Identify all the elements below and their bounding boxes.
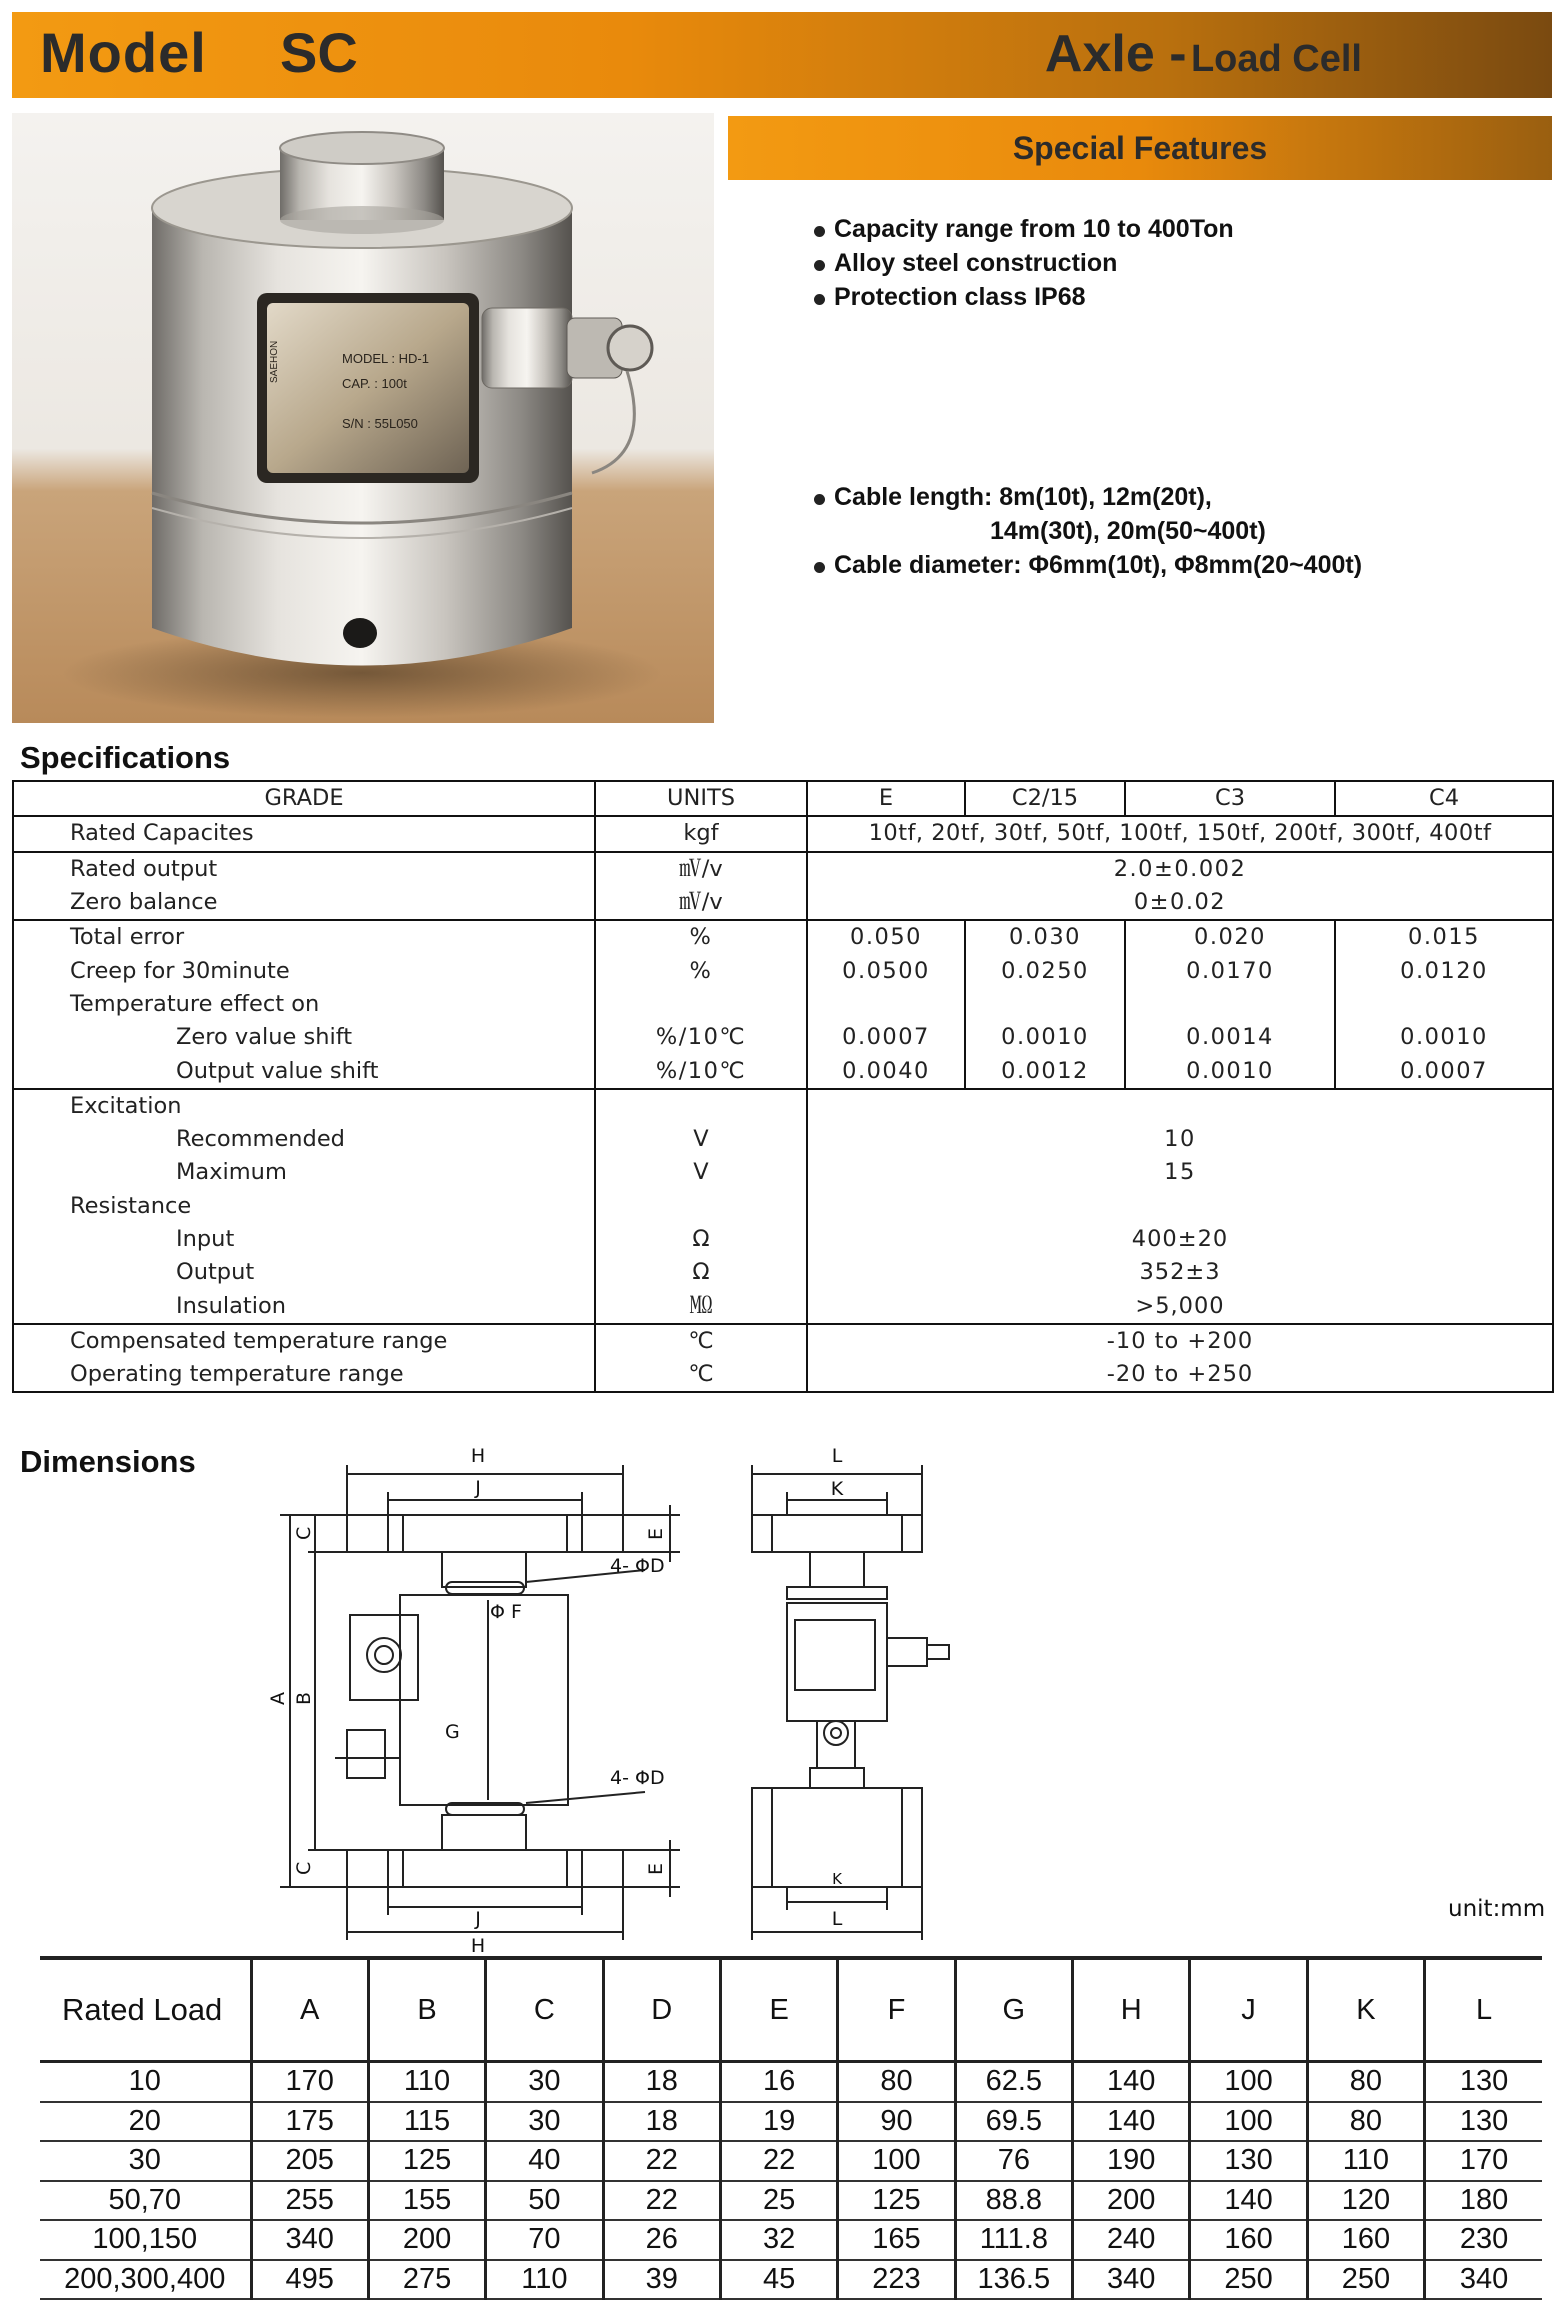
- spec-value: 0.0010: [965, 1021, 1125, 1054]
- dim-value: 170: [251, 2062, 368, 2102]
- dim-value: 160: [1190, 2220, 1307, 2260]
- plate-brand: SAEHON: [269, 340, 280, 383]
- dimensions-body: [40, 2062, 1542, 2300]
- dim-value: 136.5: [955, 2260, 1072, 2300]
- spec-unit: ㎷/v: [595, 886, 807, 920]
- spec-value: 0.030: [965, 920, 1125, 954]
- dimensions-table: [40, 1956, 1542, 2300]
- dim-value: 110: [368, 2062, 485, 2102]
- model-label: Model: [40, 21, 207, 84]
- spec-unit: ℃: [595, 1324, 807, 1358]
- dim-value: 165: [838, 2220, 955, 2260]
- feature-item: Capacity range from 10 to 400Ton: [812, 212, 1362, 246]
- dim-header-f: F: [838, 1958, 955, 2062]
- plate-line-3: S/N : 55L050: [342, 416, 418, 431]
- spec-unit: ㎷/v: [595, 852, 807, 886]
- dimensions-header-row: [40, 1958, 1542, 2062]
- spec-label: Insulation: [13, 1289, 595, 1323]
- dim-value: 130: [1425, 2102, 1542, 2142]
- dim-row: [40, 2260, 1542, 2300]
- side-view: [752, 1465, 949, 1940]
- dim-value: 223: [838, 2260, 955, 2300]
- label-G: G: [445, 1721, 460, 1743]
- dim-value: 140: [1073, 2102, 1190, 2142]
- dim-value: 255: [251, 2181, 368, 2221]
- spec-value: 0.050: [807, 920, 965, 954]
- dim-value: 80: [1307, 2102, 1424, 2142]
- spec-value: 2.0±0.002: [807, 852, 1553, 886]
- dim-value: 39: [603, 2260, 720, 2300]
- spec-row-rated-capacities: [13, 816, 1553, 851]
- spec-unit: Ω: [595, 1256, 807, 1289]
- front-view: [280, 1465, 680, 1940]
- label-C-bottom: C: [293, 1861, 315, 1875]
- spec-value: 0±0.02: [807, 886, 1553, 920]
- dim-value: 190: [1073, 2141, 1190, 2181]
- spec-header-c4: C4: [1335, 781, 1553, 816]
- spec-label: Temperature effect on: [13, 988, 595, 1021]
- label-holes-bottom: 4- ΦD: [610, 1767, 665, 1789]
- dim-value: 200: [368, 2220, 485, 2260]
- dim-value: 340: [251, 2220, 368, 2260]
- spec-value: >5,000: [807, 1289, 1553, 1323]
- label-holes-top: 4- ΦD: [610, 1555, 665, 1577]
- dim-value: 32: [720, 2220, 837, 2260]
- dim-header-rated-load: Rated Load: [40, 1958, 251, 2062]
- spec-value: 0.0120: [1335, 954, 1553, 987]
- spec-value: 0.0014: [1125, 1021, 1335, 1054]
- label-C-top: C: [293, 1526, 315, 1540]
- spec-label: Zero balance: [13, 886, 595, 920]
- dimension-drawing: [250, 1440, 1030, 1957]
- dim-value: 240: [1073, 2220, 1190, 2260]
- specifications-table: [12, 780, 1554, 1393]
- spec-label: Compensated temperature range: [13, 1324, 595, 1358]
- label-E-top: E: [645, 1527, 667, 1540]
- dim-value: 25: [720, 2181, 837, 2221]
- label-K-bottom: K: [832, 1870, 842, 1888]
- dim-value: 80: [838, 2062, 955, 2102]
- spec-value: 0.0040: [807, 1054, 965, 1088]
- dim-value: 26: [603, 2220, 720, 2260]
- spec-row-temperature-effect: [13, 988, 1553, 1021]
- dim-rated-load: 200,300,400: [40, 2260, 251, 2300]
- spec-label: Creep for 30minute: [13, 954, 595, 987]
- product-photo: [12, 113, 714, 723]
- spec-row-excitation: [13, 1089, 1553, 1123]
- spec-row-operating-temperature: [13, 1358, 1553, 1392]
- dim-rated-load: 30: [40, 2141, 251, 2181]
- dim-value: 18: [603, 2062, 720, 2102]
- spec-value: -10 to +200: [807, 1324, 1553, 1358]
- spec-row-resistance: [13, 1190, 1553, 1223]
- spec-header-grade: GRADE: [13, 781, 595, 816]
- plate-line-1: MODEL : HD-1: [342, 351, 429, 366]
- spec-row-insulation: [13, 1289, 1553, 1323]
- spec-value: 400±20: [807, 1223, 1553, 1256]
- spec-row-total-error: [13, 920, 1553, 954]
- features-list: [812, 212, 1362, 582]
- spec-label: Rated output: [13, 852, 595, 886]
- spec-label: Zero value shift: [13, 1021, 595, 1054]
- dim-value: 70: [486, 2220, 603, 2260]
- spec-row-output: [13, 1256, 1553, 1289]
- spec-row-input: [13, 1223, 1553, 1256]
- label-K-top: K: [830, 1478, 844, 1500]
- label-J-top: J: [475, 1477, 481, 1499]
- spec-label: Resistance: [13, 1190, 595, 1223]
- spec-label: Operating temperature range: [13, 1358, 595, 1392]
- dim-header-b: B: [368, 1958, 485, 2062]
- spec-row-creep: [13, 954, 1553, 987]
- dim-value: 76: [955, 2141, 1072, 2181]
- spec-value: 0.0170: [1125, 954, 1335, 987]
- dim-header-h: H: [1073, 1958, 1190, 2062]
- spec-unit: %: [595, 920, 807, 954]
- dim-rated-load: 100,150: [40, 2220, 251, 2260]
- special-features-header: Special Features: [728, 116, 1552, 180]
- dim-value: 180: [1425, 2181, 1542, 2221]
- spec-row-compensated-temperature: [13, 1324, 1553, 1358]
- label-H-bottom: H: [470, 1935, 486, 1957]
- dim-row: [40, 2102, 1542, 2142]
- dim-value: 90: [838, 2102, 955, 2142]
- specifications-title: Specifications: [20, 740, 231, 775]
- dim-header-l: L: [1425, 1958, 1542, 2062]
- spec-row-recommended: [13, 1123, 1553, 1156]
- spec-unit: Ω: [595, 1223, 807, 1256]
- dim-value: 205: [251, 2141, 368, 2181]
- spec-value: 352±3: [807, 1256, 1553, 1289]
- spec-unit: %/10℃: [595, 1021, 807, 1054]
- dim-value: 100: [1190, 2102, 1307, 2142]
- spec-value: 0.015: [1335, 920, 1553, 954]
- spec-label: Total error: [13, 920, 595, 954]
- dim-value: 275: [368, 2260, 485, 2300]
- feature-item: Alloy steel construction: [812, 246, 1362, 280]
- dim-value: 50: [486, 2181, 603, 2221]
- spec-value: 10tf, 20tf, 30tf, 50tf, 100tf, 150tf, 200tf, 300tf, 400tf: [807, 816, 1553, 851]
- spec-unit: ㏁: [595, 1289, 807, 1323]
- spec-header-row: [13, 781, 1553, 816]
- dim-header-d: D: [603, 1958, 720, 2062]
- spec-row-maximum: [13, 1156, 1553, 1189]
- dim-value: 100: [1190, 2062, 1307, 2102]
- spec-header-c2-15: C2/15: [965, 781, 1125, 816]
- spec-value: 0.0010: [1335, 1021, 1553, 1054]
- label-L-top: L: [831, 1445, 843, 1467]
- spec-label: Rated Capacites: [13, 816, 595, 851]
- plate-line-2: CAP. : 100t: [342, 376, 407, 391]
- dim-value: 250: [1190, 2260, 1307, 2300]
- dim-value: 80: [1307, 2062, 1424, 2102]
- dim-value: 19: [720, 2102, 837, 2142]
- spec-label: Input: [13, 1223, 595, 1256]
- feature-cable-length-cont: 14m(30t), 20m(50~400t): [990, 517, 1266, 545]
- dim-rated-load: 20: [40, 2102, 251, 2142]
- dim-value: 110: [486, 2260, 603, 2300]
- dim-rated-load: 50,70: [40, 2181, 251, 2221]
- dim-value: 140: [1190, 2181, 1307, 2221]
- dim-value: 495: [251, 2260, 368, 2300]
- dim-value: 69.5: [955, 2102, 1072, 2142]
- spec-label: Output: [13, 1256, 595, 1289]
- dim-row: [40, 2181, 1542, 2221]
- dim-value: 120: [1307, 2181, 1424, 2221]
- dim-value: 340: [1425, 2260, 1542, 2300]
- dim-value: 22: [603, 2181, 720, 2221]
- label-H-top: H: [470, 1445, 486, 1467]
- dim-value: 170: [1425, 2141, 1542, 2181]
- spec-row-zero-value-shift: [13, 1021, 1553, 1054]
- dimensions-title: Dimensions: [20, 1444, 196, 1479]
- product-title-sub: Load Cell: [1190, 38, 1362, 80]
- dim-value: 250: [1307, 2260, 1424, 2300]
- spec-value: 0.0010: [1125, 1054, 1335, 1088]
- dim-header-k: K: [1307, 1958, 1424, 2062]
- feature-cable-length: Cable length: 8m(10t), 12m(20t),: [812, 480, 1362, 514]
- dim-value: 155: [368, 2181, 485, 2221]
- spec-value: 0.0250: [965, 954, 1125, 987]
- spec-value: 15: [807, 1156, 1553, 1189]
- spec-header-e: E: [807, 781, 965, 816]
- dim-value: 111.8: [955, 2220, 1072, 2260]
- dim-value: 160: [1307, 2220, 1424, 2260]
- spec-value: 0.0007: [1335, 1054, 1553, 1088]
- dim-row: [40, 2141, 1542, 2181]
- header-bar: [12, 12, 1552, 98]
- dim-value: 110: [1307, 2141, 1424, 2181]
- label-B: B: [293, 1691, 315, 1705]
- dim-value: 16: [720, 2062, 837, 2102]
- dim-value: 88.8: [955, 2181, 1072, 2221]
- spec-value: 0.020: [1125, 920, 1335, 954]
- dim-value: 45: [720, 2260, 837, 2300]
- spec-unit: ℃: [595, 1358, 807, 1392]
- spec-label: Output value shift: [13, 1054, 595, 1088]
- dim-row: [40, 2220, 1542, 2260]
- spec-header-c3: C3: [1125, 781, 1335, 816]
- dim-header-c: C: [486, 1958, 603, 2062]
- dim-value: 18: [603, 2102, 720, 2142]
- label-A: A: [267, 1692, 289, 1705]
- spec-value: 0.0007: [807, 1021, 965, 1054]
- dim-value: 230: [1425, 2220, 1542, 2260]
- spec-label: Maximum: [13, 1156, 595, 1189]
- spec-value: 0.0012: [965, 1054, 1125, 1088]
- spec-row-rated-output: [13, 852, 1553, 886]
- label-E-bottom: E: [645, 1862, 667, 1875]
- dim-header-j: J: [1190, 1958, 1307, 2062]
- dim-rated-load: 10: [40, 2062, 251, 2102]
- dim-value: 30: [486, 2062, 603, 2102]
- spec-unit: V: [595, 1123, 807, 1156]
- spec-header-units: UNITS: [595, 781, 807, 816]
- spec-unit: %/10℃: [595, 1054, 807, 1088]
- dim-value: 62.5: [955, 2062, 1072, 2102]
- spec-label: Recommended: [13, 1123, 595, 1156]
- dim-value: 130: [1425, 2062, 1542, 2102]
- dim-value: 100: [838, 2141, 955, 2181]
- dim-value: 125: [368, 2141, 485, 2181]
- dim-value: 200: [1073, 2181, 1190, 2221]
- spec-row-output-value-shift: [13, 1054, 1553, 1088]
- spec-unit: %: [595, 954, 807, 987]
- product-title-main: Axle -: [1044, 25, 1187, 83]
- unit-label: unit:mm: [1448, 1896, 1546, 1922]
- spec-row-zero-balance: [13, 886, 1553, 920]
- dim-value: 22: [603, 2141, 720, 2181]
- feature-cable-diameter: Cable diameter: Φ6mm(10t), Φ8mm(20~400t): [812, 548, 1362, 582]
- dim-value: 22: [720, 2141, 837, 2181]
- dim-value: 340: [1073, 2260, 1190, 2300]
- dim-value: 40: [486, 2141, 603, 2181]
- dim-value: 125: [838, 2181, 955, 2221]
- dim-value: 130: [1190, 2141, 1307, 2181]
- dim-row: [40, 2062, 1542, 2102]
- spec-value: 0.0500: [807, 954, 965, 987]
- feature-item: Protection class IP68: [812, 280, 1362, 314]
- spec-value: -20 to +250: [807, 1358, 1553, 1392]
- label-L-bottom: L: [831, 1908, 843, 1930]
- dim-value: 30: [486, 2102, 603, 2142]
- label-J-bottom: J: [475, 1908, 481, 1930]
- label-phi-F: Φ F: [490, 1601, 522, 1623]
- spec-label: Excitation: [13, 1089, 595, 1123]
- dim-header-a: A: [251, 1958, 368, 2062]
- spec-unit: kgf: [595, 816, 807, 851]
- model-name: SC: [280, 21, 358, 84]
- load-cell-illustration: [12, 113, 714, 723]
- dim-header-e: E: [720, 1958, 837, 2062]
- spec-unit: V: [595, 1156, 807, 1189]
- dim-value: 115: [368, 2102, 485, 2142]
- spec-value: 10: [807, 1123, 1553, 1156]
- dim-value: 175: [251, 2102, 368, 2142]
- dim-value: 140: [1073, 2062, 1190, 2102]
- dim-header-g: G: [955, 1958, 1072, 2062]
- product-title: [1045, 24, 1362, 84]
